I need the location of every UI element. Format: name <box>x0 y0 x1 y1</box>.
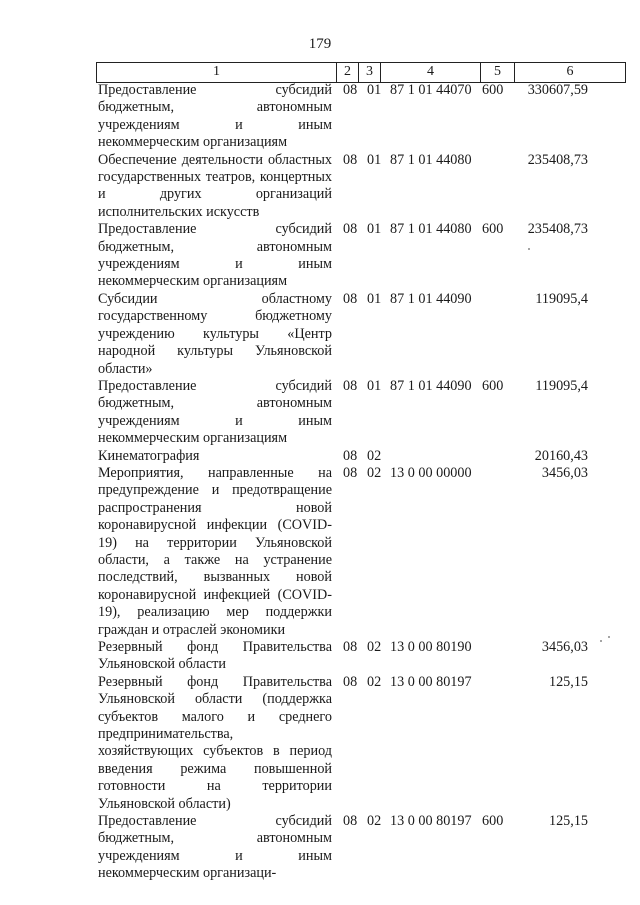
row-cs: 87 1 01 44090 <box>390 290 472 307</box>
row-vr: 600 <box>482 82 504 98</box>
row-name: Предоставление субсидий бюджетным, автономным учреждениям и иным некоммерческим организациям <box>98 221 332 290</box>
header-col-1: 1 <box>97 63 337 82</box>
row-cs: 87 1 01 44080 <box>390 151 472 168</box>
row-pr: 01 <box>367 151 382 168</box>
row-pr: 01 <box>367 82 382 98</box>
row-cs: 87 1 01 44090 <box>390 377 472 394</box>
scan-speck <box>528 248 530 250</box>
header-col-4: 4 <box>381 63 481 82</box>
row-pr: 02 <box>367 464 382 481</box>
row-gr: 08 <box>343 639 358 655</box>
row-name: Предоставление субсидий бюджетным, автономным учреждениям и иным некоммерческим организаци- <box>98 813 332 882</box>
row-gr: 08 <box>343 82 358 98</box>
row-gr: 08 <box>343 464 358 481</box>
row-gr: 08 <box>343 447 358 464</box>
table-row <box>0 221 640 291</box>
row-amount: 125,15 <box>548 673 588 690</box>
header-col-6: 6 <box>566 64 574 79</box>
row-gr: 08 <box>343 290 358 307</box>
table-row <box>0 674 640 813</box>
row-cs: 13 0 00 00000 <box>390 464 472 481</box>
row-pr: 01 <box>367 377 382 394</box>
row-name: Мероприятия, направленные на предупреждение и предотвращение распространения новой коронавирусной инфекции (COVID-19) на территории Ульяновской области, а также на устранение последствий, вызванных новой коронавирусной инфекцией (COVID-19), реализацию мер поддержки граждан и отраслей экономики <box>98 464 332 638</box>
row-amount: 20160,43 <box>534 447 588 464</box>
table-row <box>0 448 640 465</box>
row-gr: 08 <box>343 151 358 168</box>
table-row <box>0 378 640 448</box>
row-cs: 13 0 00 80197 <box>390 813 472 830</box>
row-pr: 02 <box>367 673 382 690</box>
row-pr: 02 <box>367 813 382 830</box>
row-name: Обеспечение деятельности областных государственных театров, концертных и других организаций исполнительских искусств <box>98 151 332 220</box>
row-name: Резервный фонд Правительства Ульяновской области (поддержка субъектов малого и среднего предпринимательства, хозяйствующих субъектов в период введения режима повышенной готовности на территории Ульяновской области) <box>98 673 332 812</box>
table-row <box>0 152 640 222</box>
row-gr: 08 <box>343 813 358 830</box>
row-amount: 3456,03 <box>541 639 588 655</box>
row-pr: 02 <box>367 639 382 655</box>
row-name: Субсидии областному государственному бюджетному учреждению культуры «Центр народной культуры Ульяновской области» <box>98 290 332 377</box>
scan-speck <box>600 640 602 642</box>
table-row <box>0 813 640 883</box>
row-name: Резервный фонд Правительства Ульяновской области <box>98 639 332 673</box>
row-cs: 13 0 00 80190 <box>390 639 472 655</box>
page-number: 179 <box>308 36 332 52</box>
row-pr: 01 <box>367 221 382 238</box>
row-amount: 235408,73 <box>527 151 588 168</box>
row-cs: 87 1 01 44080 <box>390 221 472 238</box>
row-name: Предоставление субсидий бюджетным, автономным учреждениям и иным некоммерческим организациям <box>98 377 332 447</box>
row-vr: 600 <box>482 813 504 830</box>
header-col-3: 3 <box>359 63 381 82</box>
scan-speck <box>608 636 610 638</box>
table-row <box>0 291 640 378</box>
row-vr: 600 <box>482 377 504 394</box>
row-gr: 08 <box>343 221 358 238</box>
row-amount: 235408,73 <box>527 221 588 238</box>
row-gr: 08 <box>343 377 358 394</box>
header-col-2: 2 <box>337 63 359 82</box>
row-amount: 119095,4 <box>535 377 588 394</box>
row-gr: 08 <box>343 673 358 690</box>
table-row <box>0 639 640 674</box>
row-pr: 01 <box>367 290 382 307</box>
row-amount: 119095,4 <box>535 290 588 307</box>
row-name: Предоставление субсидий бюджетным, автономным учреждениям и иным некоммерческим организациям <box>98 82 332 151</box>
table-row <box>0 82 640 152</box>
table-row <box>0 465 640 639</box>
row-cs: 13 0 00 80197 <box>390 673 472 690</box>
row-vr: 600 <box>482 221 504 238</box>
table-header <box>96 62 626 83</box>
budget-table-body <box>0 82 640 883</box>
row-amount: 330607,59 <box>527 82 588 98</box>
row-amount: 125,15 <box>548 813 588 830</box>
row-name: Кинематография <box>98 447 200 464</box>
header-col-5: 5 <box>481 63 515 82</box>
row-cs: 87 1 01 44070 <box>390 82 472 98</box>
row-pr: 02 <box>367 447 382 464</box>
row-amount: 3456,03 <box>541 464 588 481</box>
